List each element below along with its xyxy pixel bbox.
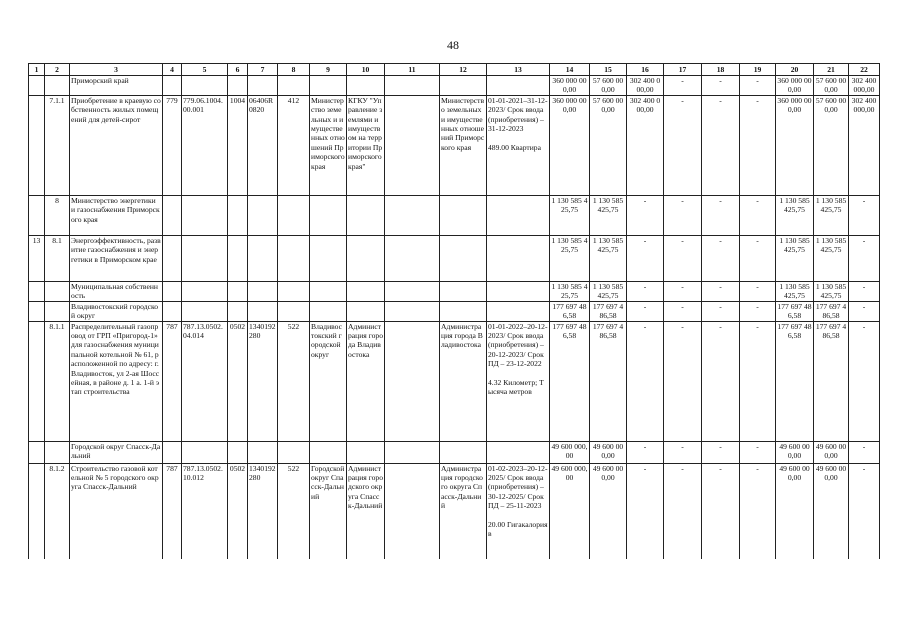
cell-col-5 <box>182 301 228 321</box>
cell-col-9 <box>310 281 347 301</box>
cell-col-17: - <box>664 321 702 441</box>
cell-col-19: - <box>740 321 776 441</box>
cell-col-18: - <box>702 95 740 195</box>
cell-col-15: 1 130 585 425,75 <box>590 281 627 301</box>
cell-col-22: - <box>849 321 880 441</box>
cell-col-14: 177 697 486,58 <box>550 301 590 321</box>
cell-col-5: 787.13.0502.04.014 <box>182 321 228 441</box>
column-header-row <box>29 64 880 76</box>
column-header: 17 <box>664 64 702 76</box>
cell-col-7: 1340192280 <box>248 321 278 441</box>
cell-col-1 <box>29 195 45 235</box>
cell-col-19: - <box>740 235 776 281</box>
cell-col-3: Строительство газовой котельной № 5 городского округа Спасск-Дальний <box>70 463 163 559</box>
cell-col-12: Администрация городского округа Спасск-Дальний <box>440 463 487 559</box>
cell-col-16: - <box>627 235 664 281</box>
cell-col-17: - <box>664 95 702 195</box>
table-row <box>29 235 880 281</box>
cell-col-7 <box>248 301 278 321</box>
column-header: 5 <box>182 64 228 76</box>
cell-col-21: 57 600 000,00 <box>814 95 849 195</box>
column-header: 20 <box>776 64 814 76</box>
cell-col-15: 57 600 000,00 <box>590 76 627 96</box>
cell-col-21: 177 697 486,58 <box>814 321 849 441</box>
cell-col-19: - <box>740 95 776 195</box>
cell-col-6 <box>228 76 248 96</box>
table-row <box>29 195 880 235</box>
cell-col-6 <box>228 301 248 321</box>
cell-col-4 <box>163 195 182 235</box>
column-header: 12 <box>440 64 487 76</box>
column-header: 18 <box>702 64 740 76</box>
cell-col-14: 1 130 585 425,75 <box>550 235 590 281</box>
cell-col-7 <box>248 441 278 463</box>
cell-col-6: 0502 <box>228 321 248 441</box>
cell-col-12 <box>440 235 487 281</box>
cell-col-1 <box>29 321 45 441</box>
cell-col-7 <box>248 76 278 96</box>
cell-col-13 <box>487 281 550 301</box>
cell-col-9 <box>310 301 347 321</box>
cell-col-17: - <box>664 76 702 96</box>
cell-col-6: 0502 <box>228 463 248 559</box>
cell-col-11 <box>385 235 440 281</box>
cell-col-19: - <box>740 76 776 96</box>
cell-col-3: Приморский край <box>70 76 163 96</box>
cell-col-5: 779.06.1004.00.001 <box>182 95 228 195</box>
cell-col-14: 177 697 486,58 <box>550 321 590 441</box>
column-header: 11 <box>385 64 440 76</box>
cell-col-5 <box>182 76 228 96</box>
cell-col-9 <box>310 235 347 281</box>
cell-col-10: КГКУ "Управление землями и имуществом на территории Приморского края" <box>347 95 385 195</box>
cell-col-10 <box>347 235 385 281</box>
cell-col-7: 1340192280 <box>248 463 278 559</box>
cell-col-17: - <box>664 235 702 281</box>
cell-col-2: 8.1.2 <box>45 463 70 559</box>
cell-col-19: - <box>740 281 776 301</box>
cell-col-17: - <box>664 195 702 235</box>
cell-col-11 <box>385 301 440 321</box>
cell-col-8: 412 <box>278 95 310 195</box>
cell-col-18: - <box>702 235 740 281</box>
budget-table <box>28 63 880 559</box>
cell-col-18: - <box>702 76 740 96</box>
cell-col-20: 49 600 000,00 <box>776 463 814 559</box>
column-header: 13 <box>487 64 550 76</box>
cell-col-9: Министерство земельных и имущественных отношений Приморского края <box>310 95 347 195</box>
cell-col-1 <box>29 441 45 463</box>
cell-col-20: 177 697 486,58 <box>777 301 812 321</box>
cell-col-5 <box>182 441 228 463</box>
cell-col-20: 49 600 000,00 <box>776 441 814 463</box>
cell-col-7: 06406R0820 <box>248 95 278 195</box>
cell-col-5: 787.13.0502.10.012 <box>182 463 228 559</box>
cell-col-16: - <box>627 463 664 559</box>
cell-col-20: 177 697 486,58 <box>776 321 814 441</box>
cell-col-4 <box>163 235 182 281</box>
cell-col-11 <box>385 281 440 301</box>
column-header: 3 <box>70 64 163 76</box>
cell-col-14: 360 000 000,00 <box>550 76 590 96</box>
cell-col-22: - <box>849 235 880 281</box>
cell-col-21: 49 600 000,00 <box>814 441 849 463</box>
cell-col-12: Министерство земельных и имущественных отношений Приморского края <box>440 95 487 195</box>
cell-col-11 <box>385 441 440 463</box>
cell-col-3: Городской округ Спасск-Дальний <box>70 441 163 463</box>
cell-col-3: Приобретение в краевую собственность жилых помещений для детей-сирот <box>70 95 163 195</box>
cell-col-6 <box>228 441 248 463</box>
cell-col-7 <box>248 195 278 235</box>
cell-col-22: - <box>849 441 880 463</box>
cell-col-12 <box>440 281 487 301</box>
cell-col-20: 1 130 585 425,75 <box>776 281 814 301</box>
cell-col-9 <box>310 195 347 235</box>
cell-col-5 <box>182 195 228 235</box>
cell-col-13: 01-01-2021–31-12-2023/ Срок ввода (приобретения) – 31-12-2023 489.00 Квартира <box>487 95 550 195</box>
cell-col-6 <box>228 195 248 235</box>
cell-col-15: 49 600 000,00 <box>590 441 627 463</box>
cell-col-10 <box>347 281 385 301</box>
cell-col-19: - <box>740 441 776 463</box>
cell-col-18: - <box>702 301 740 321</box>
cell-col-13 <box>487 235 550 281</box>
cell-col-2 <box>45 281 70 301</box>
cell-col-4: 779 <box>163 95 182 195</box>
cell-col-11 <box>385 76 440 96</box>
column-header: 16 <box>627 64 664 76</box>
cell-col-8 <box>278 301 310 321</box>
cell-col-6: 1004 <box>228 95 248 195</box>
page-number: 48 <box>447 38 459 52</box>
cell-col-8: 522 <box>278 321 310 441</box>
column-header: 14 <box>550 64 590 76</box>
cell-col-16: - <box>627 281 664 301</box>
column-header: 22 <box>849 64 880 76</box>
cell-col-19: - <box>740 301 776 321</box>
cell-col-16: - <box>627 301 664 321</box>
cell-col-8 <box>278 281 310 301</box>
cell-col-20: 360 000 000,00 <box>777 76 812 95</box>
cell-col-21: 177 697 486,58 <box>814 301 849 321</box>
column-header: 9 <box>310 64 347 76</box>
cell-col-14: 49 600 000,00 <box>550 463 590 559</box>
column-header: 7 <box>248 64 278 76</box>
cell-col-14: 1 130 585 425,75 <box>550 195 590 235</box>
cell-col-11 <box>385 321 440 441</box>
cell-col-10 <box>347 76 385 96</box>
cell-col-9: Городской округ Спасск-Дальний <box>310 463 347 559</box>
cell-col-22: 302 400 000,00 <box>849 76 880 96</box>
cell-col-12: Администрация города Владивостока <box>440 321 487 441</box>
cell-col-19: - <box>740 463 776 559</box>
cell-col-16: 302 400 000,00 <box>627 95 664 195</box>
cell-col-4 <box>163 301 182 321</box>
cell-col-13: 01-01-2022–20-12-2023/ Срок ввода (приобретения) – 20-12-2023/ Срок ПД – 23-12-2022 4.32 Километр; Тысяча метров <box>487 321 550 441</box>
cell-col-8 <box>278 76 310 96</box>
cell-col-1 <box>29 301 45 321</box>
cell-col-21: 1 130 585 425,75 <box>814 281 849 301</box>
cell-col-7 <box>248 281 278 301</box>
cell-col-1 <box>29 281 45 301</box>
cell-col-1: 13 <box>29 235 45 281</box>
cell-col-4 <box>163 281 182 301</box>
cell-col-14: 1 130 585 425,75 <box>551 281 588 301</box>
cell-col-16: 302 400 000,00 <box>627 76 664 96</box>
cell-col-7 <box>248 235 278 281</box>
cell-col-22: - <box>849 281 880 301</box>
cell-col-5 <box>182 281 228 301</box>
cell-col-21: 49 600 000,00 <box>814 463 849 559</box>
table-row <box>29 463 880 559</box>
cell-col-15: 177 697 486,58 <box>590 301 627 321</box>
cell-col-15: 49 600 000,00 <box>590 463 627 559</box>
cell-col-3: Энергоэффективность, развитие газоснабжения и энергетики в Приморском крае <box>70 235 163 281</box>
cell-col-18: - <box>702 463 740 559</box>
cell-col-19: - <box>740 195 776 235</box>
cell-col-11 <box>385 95 440 195</box>
cell-col-3: Распределительный газопровод от ГРП «Пригород-1» для газоснабжения муниципальной котельной № 61, расположенной по адресу: г. Владивосток, ул 2-ая Шоссейная, в районе д. 1 а. 1-й этап строительства <box>70 321 163 441</box>
column-header: 2 <box>45 64 70 76</box>
cell-col-1 <box>29 76 45 96</box>
cell-col-18: - <box>702 195 740 235</box>
cell-col-10: Администрация города Владивостока <box>347 321 385 441</box>
column-header: 6 <box>228 64 248 76</box>
column-header: 8 <box>278 64 310 76</box>
cell-col-2: 8.1.1 <box>45 321 70 441</box>
cell-col-22: - <box>849 195 880 235</box>
column-header: 4 <box>163 64 182 76</box>
cell-col-9 <box>310 76 347 96</box>
cell-col-10 <box>347 441 385 463</box>
cell-col-3: Муниципальная собственность <box>70 281 163 301</box>
table-row <box>29 95 880 195</box>
cell-col-13: 01-02-2023–20-12-2025/ Срок ввода (приобретения) – 30-12-2025/ Срок ПД – 25-11-2023 20.00 Гигакалория в <box>487 463 550 559</box>
cell-col-17: - <box>664 441 702 463</box>
table-row <box>29 321 880 441</box>
cell-col-9 <box>310 441 347 463</box>
cell-col-11 <box>385 463 440 559</box>
cell-col-17: - <box>664 463 702 559</box>
cell-col-5 <box>182 235 228 281</box>
cell-col-22: - <box>849 301 880 321</box>
column-header: 19 <box>740 64 776 76</box>
cell-col-14: 360 000 000,00 <box>550 95 590 195</box>
cell-col-20: 1 130 585 425,75 <box>776 235 814 281</box>
table-row <box>29 76 880 96</box>
cell-col-22: - <box>849 463 880 559</box>
cell-col-3: Владивостокский городской округ <box>70 301 163 321</box>
cell-col-18: - <box>702 321 740 441</box>
cell-col-10 <box>347 301 385 321</box>
cell-col-8 <box>278 441 310 463</box>
cell-col-1 <box>29 463 45 559</box>
cell-col-8: 522 <box>278 463 310 559</box>
cell-col-3: Министерство энергетики и газоснабжения Приморского края <box>70 195 163 235</box>
cell-col-14: 49 600 000,00 <box>550 441 590 463</box>
cell-col-21: 1 130 585 425,75 <box>814 235 849 281</box>
table-row <box>29 301 880 321</box>
cell-col-17: - <box>664 301 702 321</box>
cell-col-20: 1 130 585 425,75 <box>776 195 814 235</box>
cell-col-10: Администрация городского округа Спасск-Дальний <box>347 463 385 559</box>
column-header: 21 <box>814 64 849 76</box>
cell-col-13 <box>487 301 550 321</box>
cell-col-4: 787 <box>163 321 182 441</box>
cell-col-15: 1 130 585 425,75 <box>590 235 627 281</box>
cell-col-21: 1 130 585 425,75 <box>814 195 849 235</box>
cell-col-13 <box>487 195 550 235</box>
column-header: 1 <box>29 64 45 76</box>
cell-col-2 <box>45 441 70 463</box>
cell-col-10 <box>347 195 385 235</box>
cell-col-4 <box>163 76 182 96</box>
cell-col-8 <box>278 195 310 235</box>
cell-col-15: 1 130 585 425,75 <box>590 195 627 235</box>
cell-col-12 <box>440 441 487 463</box>
table-row <box>29 281 880 301</box>
cell-col-17: - <box>664 281 702 301</box>
cell-col-12 <box>440 301 487 321</box>
column-header: 10 <box>347 64 385 76</box>
cell-col-2 <box>45 301 70 321</box>
cell-col-16: - <box>627 441 664 463</box>
cell-col-21: 57 600 000,00 <box>814 76 849 96</box>
table-row <box>29 441 880 463</box>
cell-col-16: - <box>627 321 664 441</box>
cell-col-12 <box>440 195 487 235</box>
cell-col-9: Владивостокский городской округ <box>310 321 347 441</box>
cell-col-20: 360 000 000,00 <box>776 95 814 195</box>
cell-col-2 <box>45 76 70 96</box>
cell-col-13 <box>487 76 550 96</box>
cell-col-2: 8.1 <box>45 235 70 281</box>
cell-col-16: - <box>627 195 664 235</box>
cell-col-18: - <box>702 281 740 301</box>
cell-col-18: - <box>702 441 740 463</box>
column-header: 15 <box>590 64 627 76</box>
cell-col-1 <box>29 95 45 195</box>
cell-col-4: 787 <box>163 463 182 559</box>
cell-col-2: 8 <box>45 195 70 235</box>
cell-col-15: 177 697 486,58 <box>590 321 627 441</box>
cell-col-4 <box>163 441 182 463</box>
cell-col-6 <box>228 235 248 281</box>
cell-col-12 <box>440 76 487 96</box>
cell-col-8 <box>278 235 310 281</box>
cell-col-6 <box>228 281 248 301</box>
cell-col-13 <box>487 441 550 463</box>
cell-col-2: 7.1.1 <box>45 95 70 195</box>
cell-col-22: 302 400 000,00 <box>849 95 880 195</box>
cell-col-11 <box>385 195 440 235</box>
cell-col-15: 57 600 000,00 <box>590 95 627 195</box>
